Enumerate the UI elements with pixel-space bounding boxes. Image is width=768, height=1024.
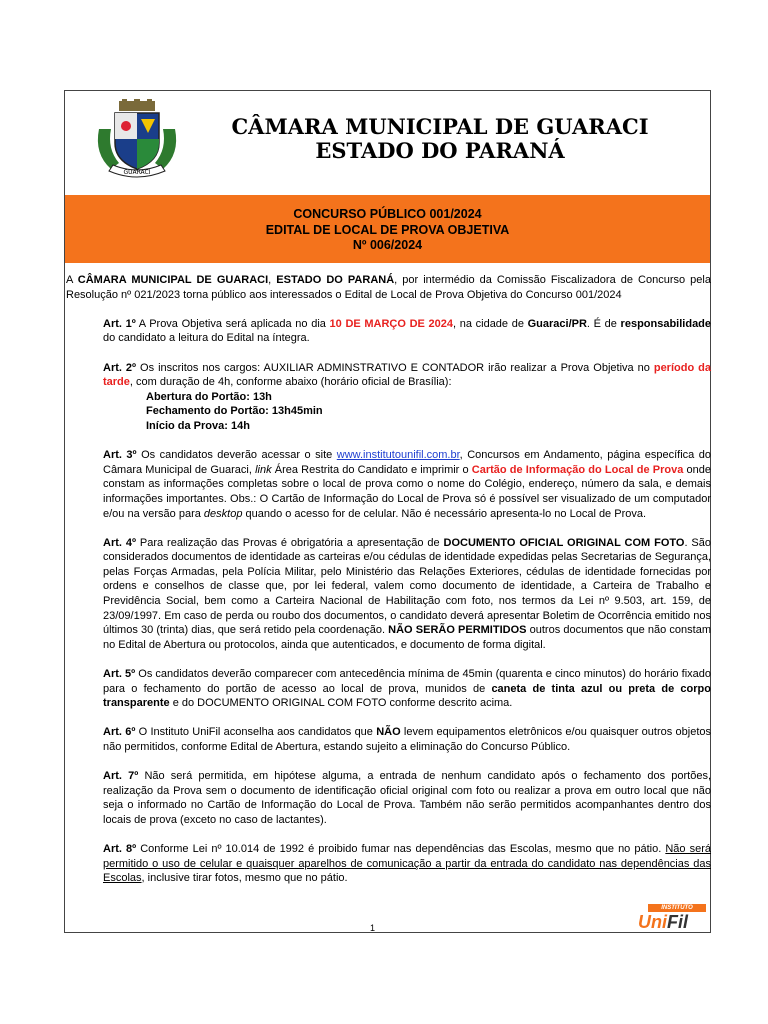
article-2 xyxy=(66,361,711,390)
article-text: Os candidatos deverão acessar o site xyxy=(136,449,337,462)
intro-text: , por intermédio da Comissão Fiscalizadora de Concurso pela Resolução nº 021/2023 torna público aos interessados o Edital de Local de Prova Objetiva do Concurso 001/2024 xyxy=(66,274,711,301)
logo-wordmark xyxy=(638,912,688,933)
banner-line-2: EDITAL DE LOCAL DE PROVA OBJETIVA xyxy=(265,222,510,237)
article-text: , com duração de 4h, conforme abaixo (horário oficial de Brasília): xyxy=(129,376,452,389)
gate-open-time: Abertura do Portão: 13h xyxy=(146,390,272,403)
title-line-1: CÂMARA MUNICIPAL DE GUARACI xyxy=(231,114,649,139)
article-text: . É de xyxy=(586,317,621,330)
unifil-logo xyxy=(638,904,708,934)
article-text: onde constam as informações completas sobre o local de prova como o nome do Colégio, endereço, número da sala, e demais informações importantes. Obs.: O Cartão de Informação do Local de Prova só é possível ser visualizado de um computador e/ou na versão para xyxy=(103,463,711,520)
required-document: DOCUMENTO OFICIAL ORIGINAL COM FOTO xyxy=(443,536,685,549)
intro-org: CÂMARA MUNICIPAL DE GUARACI xyxy=(77,274,269,286)
article-7 xyxy=(66,769,711,827)
article-text: O Instituto UniFil aconselha aos candidatos que xyxy=(135,726,377,739)
article-text: , Concursos em Andamento, página específica do Câmara Municipal de Guaraci, xyxy=(103,449,711,476)
crest-ribbon-text: GUARACI xyxy=(123,169,151,176)
document-body xyxy=(66,273,711,901)
municipal-crest-icon xyxy=(89,99,185,185)
article-text: outros documentos que não constam no Edital de Abertura ou protocolos, ainda que autenticados, e documento de forma digital. xyxy=(103,624,712,651)
exam-city: Guaraci/PR xyxy=(527,317,587,330)
article-label: Art. 6º xyxy=(103,726,136,739)
article-label: Art. 5º xyxy=(103,668,136,681)
logo-fil: Fil xyxy=(667,912,688,932)
article-label: Art. 2º xyxy=(103,361,137,374)
exam-date: 10 DE MARÇO DE 2024 xyxy=(329,317,454,330)
article-text: levem equipamentos eletrônicos e/ou quaisquer outros objetos não permitidos, conforme Edital de Abertura, estando sujeito a eliminação do Concurso Público. xyxy=(103,726,711,753)
intro-paragraph xyxy=(66,273,711,302)
article-text: link xyxy=(255,463,272,476)
article-text: quando o acesso for de celular. Não é necessário apresenta-lo no Local de Prova. xyxy=(242,507,647,520)
logo-instituto-label: INSTITUTO xyxy=(648,904,706,912)
document-page xyxy=(64,90,711,933)
contest-banner xyxy=(65,195,710,263)
article-text: A Prova Objetiva será aplicada no dia xyxy=(135,317,330,330)
article-6 xyxy=(66,725,711,754)
article-text: Os candidatos deverão comparecer com antecedência mínima de 45min (quarenta e cinco minutos) do horário fixado para o fechamento do portão de acesso ao local de prova, munidos de xyxy=(103,668,711,695)
article-label: Art. 3º xyxy=(103,449,137,462)
intro-state: ESTADO DO PARANÁ xyxy=(276,274,395,286)
article-8 xyxy=(66,842,711,886)
article-text: do candidato a leitura do Edital na íntegra. xyxy=(103,332,310,345)
article-emphasis: NÃO SERÃO PERMITIDOS xyxy=(388,624,527,637)
exam-card-name: Cartão de Informação do Local de Prova xyxy=(471,463,684,476)
article-text: Não será permitida, em hipótese alguma, a entrada de nenhum candidato após o fechamento dos portões, realização da Prova sem o documento de identificação oficial original com foto ou realizar a prova em outro local que não seja o informado no Cartão de Informação do Local de Prova. Também não serão permitidos acompanhantes dentro dos locais de prova (exceto no caso de lactantes). xyxy=(103,770,712,826)
article-label: Art. 8º xyxy=(103,843,137,856)
document-title xyxy=(215,115,665,163)
article-underlined: Não será permitido o uso de celular e quaisquer aparelhos de comunicação a partir da entrada do candidato nas dependências das Escolas xyxy=(103,843,712,885)
required-pen: caneta de tinta azul ou preta de corpo transparente xyxy=(103,682,711,710)
institute-website-link[interactable]: www.institutounifil.com.br xyxy=(336,449,460,462)
article-text: , na cidade de xyxy=(453,317,528,330)
logo-uni: Uni xyxy=(638,912,667,932)
article-emphasis: NÃO xyxy=(376,726,401,739)
article-text: Conforme Lei nº 10.014 de 1992 é proibido fumar nas dependências das Escolas, mesmo que no pátio. xyxy=(136,843,666,856)
article-text: Os inscritos nos cargos: AUXILIAR ADMINSTRATIVO E CONTADOR irão realizar a Prova Objetiva no xyxy=(136,361,654,374)
page-number: 1 xyxy=(370,923,376,933)
article-text: e do DOCUMENTO ORIGINAL COM FOTO conforme descrito acima. xyxy=(169,697,513,710)
article-5 xyxy=(66,667,711,711)
title-line-2: ESTADO DO PARANÁ xyxy=(315,138,565,163)
banner-line-3: Nº 006/2024 xyxy=(352,238,423,252)
document-header xyxy=(65,91,710,195)
article-text: , inclusive tirar fotos, mesmo que no pátio. xyxy=(141,872,348,885)
intro-text: , xyxy=(268,274,277,286)
article-4 xyxy=(66,536,711,653)
article-label: Art. 1º xyxy=(103,317,136,330)
intro-text: A xyxy=(66,274,78,286)
banner-line-1: CONCURSO PÚBLICO 001/2024 xyxy=(293,207,482,221)
article-text: Área Restrita do Candidato e imprimir o xyxy=(271,463,472,476)
article-label: Art. 7º xyxy=(103,770,139,783)
article-text: desktop xyxy=(203,507,243,520)
exam-period: período da tarde xyxy=(103,361,711,389)
article-emphasis: responsabilidade xyxy=(620,317,712,330)
article-1 xyxy=(66,317,711,346)
exam-start-time: Início da Prova: 14h xyxy=(146,419,250,432)
gate-close-time: Fechamento do Portão: 13h45min xyxy=(146,405,323,418)
article-text: . São considerados documentos de identidade as carteiras e/ou cédulas de identidade expedidas pelas Secretarias de Segurança, pelas Forças Armadas, pela Polícia Militar, pelo Ministério das Relações Exteriores, cédulas de identidade fornecidas por ordens e conselhos de classe que, por lei federal, valem como documento de identidade, a Carteira de Trabalho e Previdência Social, bem como a Carteira Nacional de Habilitação com foto, nos termos da Lei nº 9.503, art. 159, de 23/09/1997. Em caso de perda ou roubo dos documentos, o candidato deverá apresentar Boletim de Ocorrência emitido nos últimos 30 (trinta) dias, que será retido pela coordenação. xyxy=(103,536,712,637)
article-3 xyxy=(66,448,711,521)
article-label: Art. 4º xyxy=(103,536,136,549)
article-text: Para realização das Provas é obrigatória a apresentação de xyxy=(136,536,444,549)
